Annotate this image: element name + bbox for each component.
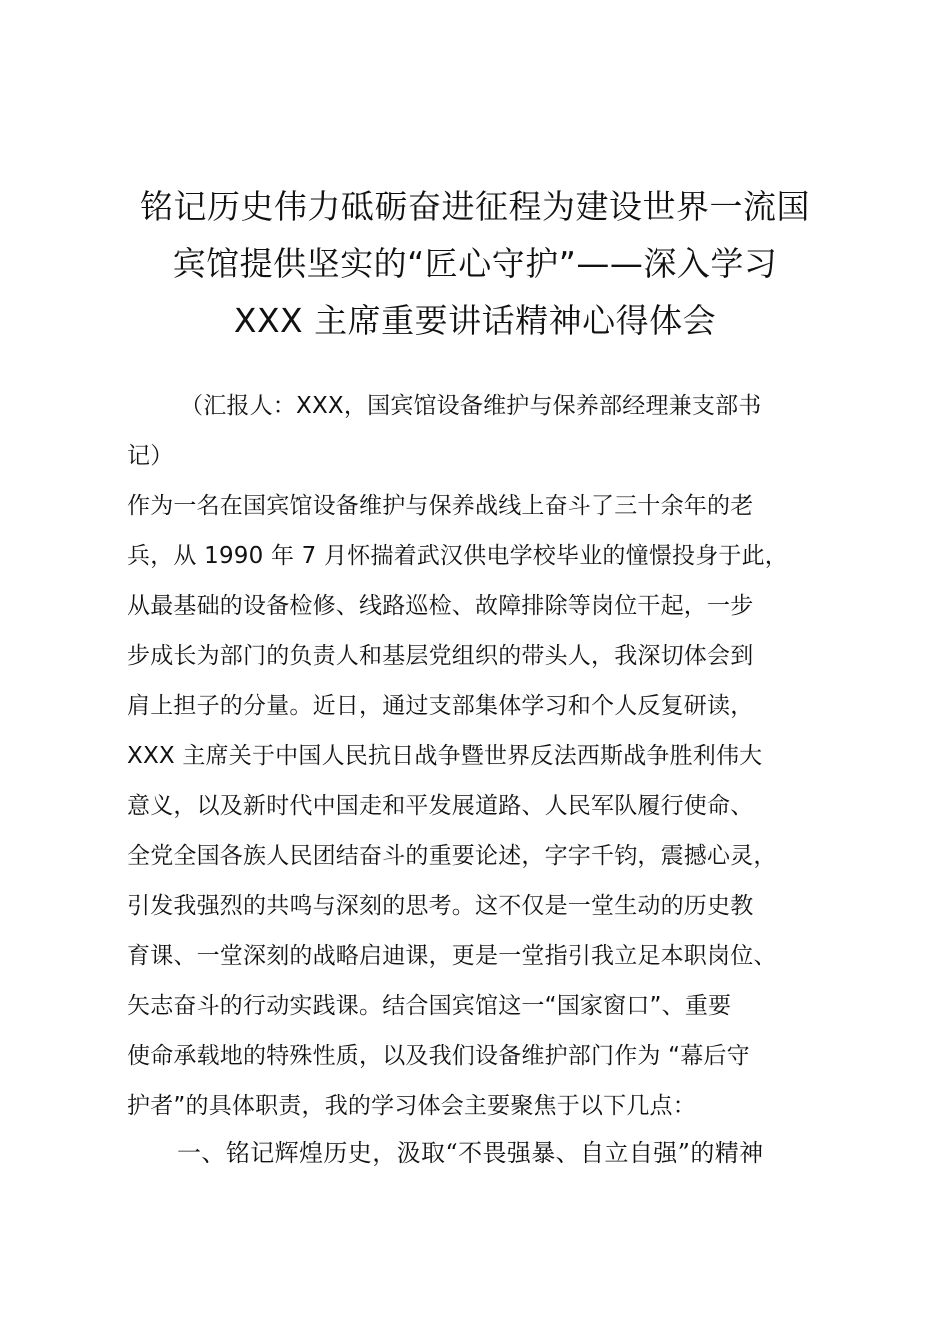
paragraph-line: 步成长为部门的负责人和基层党组织的带头人，我深切体会到 xyxy=(127,643,754,669)
paragraph-line: XXX 主席关于中国人民抗日战争暨世界反法西斯战争胜利伟大 xyxy=(127,743,763,769)
paragraph-line: 从最基础的设备检修、线路巡检、故障排除等岗位干起，一步 xyxy=(127,593,754,619)
paragraph-line: 肩上担子的分量。近日，通过支部集体学习和个人反复研读， xyxy=(127,693,754,719)
title-line: 铭记历史伟力砥砺奋进征程为建设世界一流国 xyxy=(140,187,810,226)
paragraph-line: 育课、一堂深刻的战略启迪课，更是一堂指引我立足本职岗位、 xyxy=(127,943,777,969)
paragraph-line: 矢志奋斗的行动实践课。结合国宾馆这一“国家窗口”、重要 xyxy=(127,993,732,1019)
intro-paragraph xyxy=(127,481,840,1131)
reporter-note xyxy=(127,381,840,481)
paragraph-line: 引发我强烈的共鸣与深刻的思考。这不仅是一堂生动的历史教 xyxy=(127,893,754,919)
paragraph-line: 作为一名在国宾馆设备维护与保养战线上奋斗了三十余年的老 xyxy=(127,493,754,519)
paragraph-line: 兵，从 1990 年 7 月怀揣着武汉供电学校毕业的憧憬投身于此， xyxy=(127,543,789,569)
section-heading: 一、铭记辉煌历史，汲取“不畏强暴、自立自强”的精神 xyxy=(177,1139,764,1167)
paragraph-line: 意义，以及新时代中国走和平发展道路、人民军队履行使命、 xyxy=(127,793,754,819)
paragraph-line: 使命承载地的特殊性质，以及我们设备维护部门作为 “幕后守 xyxy=(127,1043,750,1069)
paragraph-line: 护者”的具体职责，我的学习体会主要聚焦于以下几点： xyxy=(127,1093,696,1119)
reporter-line: （汇报人：XXX，国宾馆设备维护与保养部经理兼支部书 xyxy=(180,393,762,419)
paragraph-line: 全党全国各族人民团结奋斗的重要论述，字字千钧，震撼心灵， xyxy=(127,843,777,869)
title-line: 宾馆提供坚实的“匠心守护”——深入学习 xyxy=(172,244,778,283)
title-line: XXX 主席重要讲话精神心得体会 xyxy=(233,301,717,340)
reporter-line: 记） xyxy=(127,443,174,469)
document-title xyxy=(118,178,832,349)
